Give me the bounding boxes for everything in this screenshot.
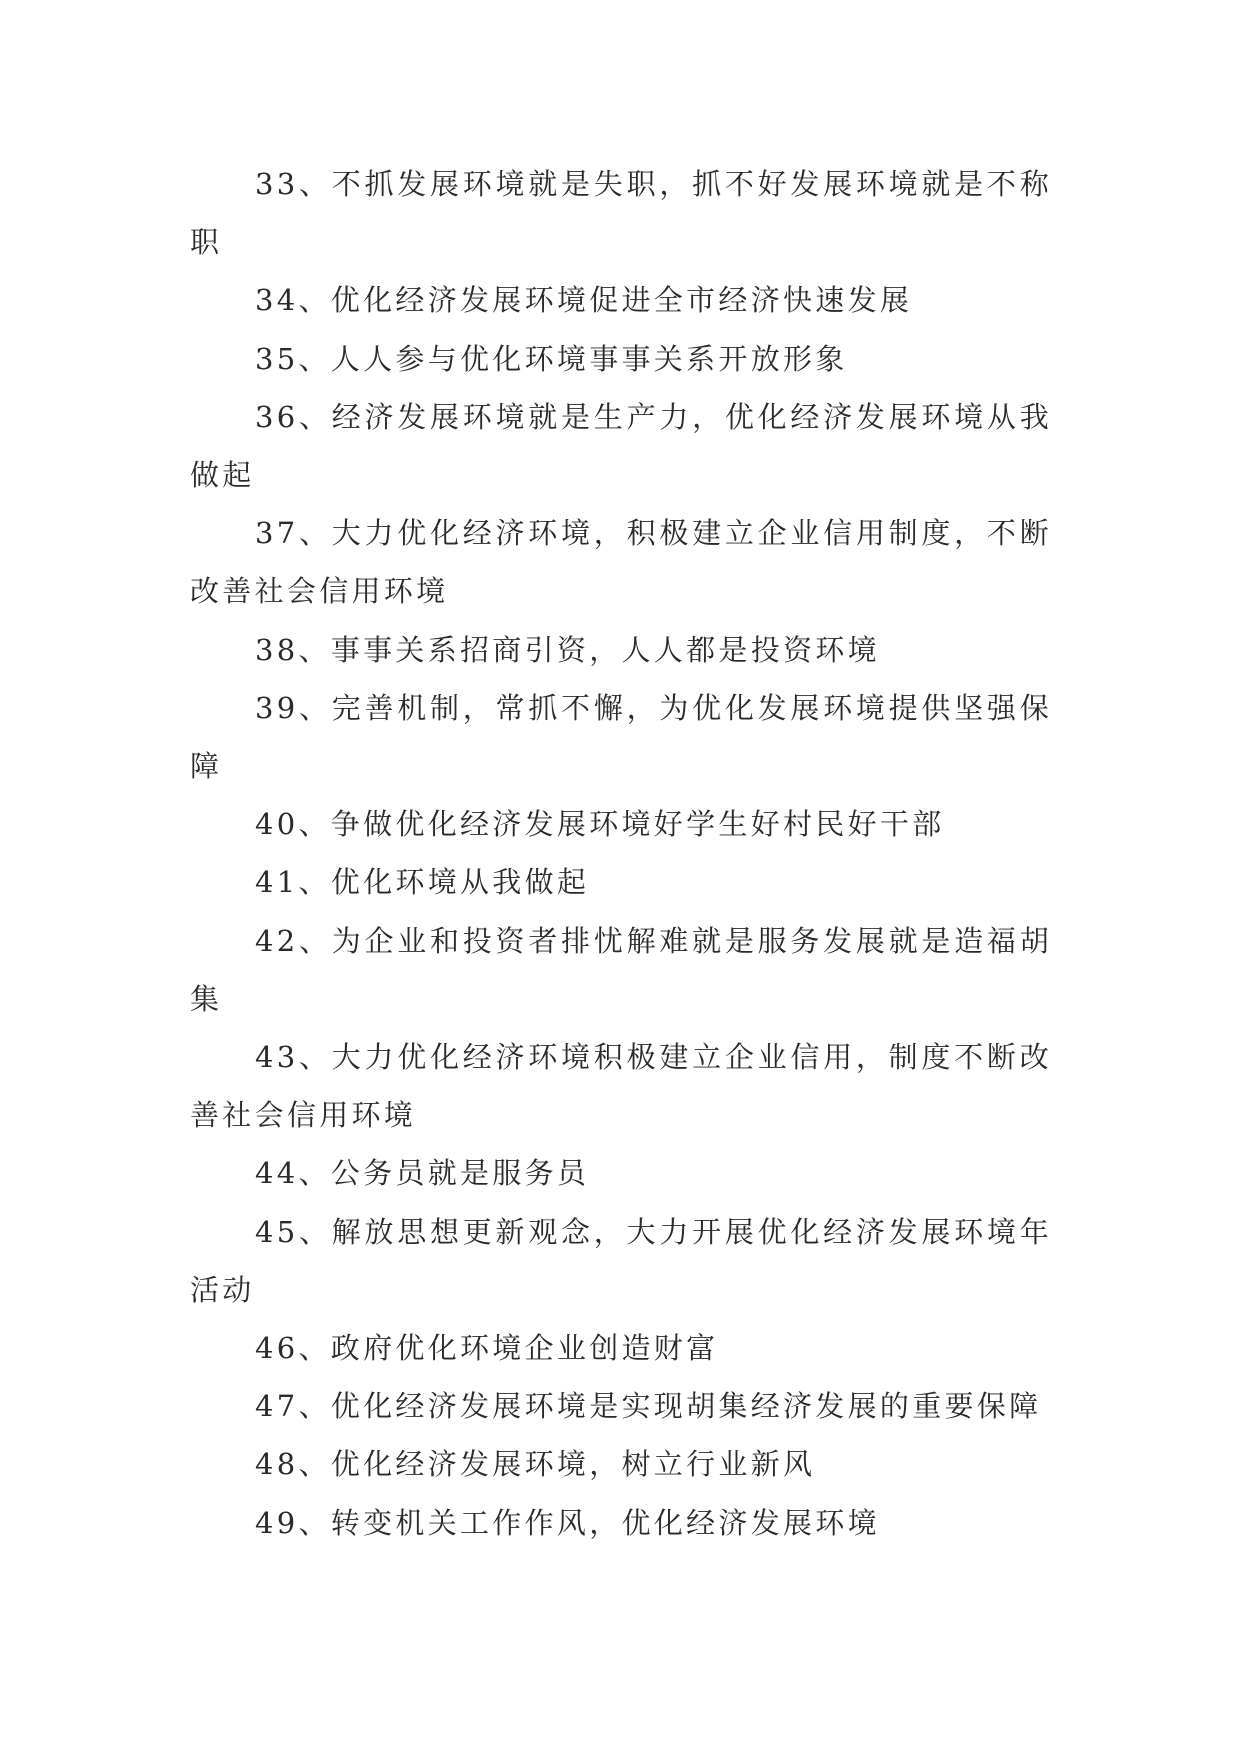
slogan-item: 44、公务员就是服务员 [255, 1156, 590, 1191]
slogan-item: 42、为企业和投资者排忧解难就是服务发展就是造福胡集 [190, 923, 1052, 1016]
slogan-item: 37、大力优化经济环境，积极建立企业信用制度，不断改善社会信用环境 [190, 516, 1052, 609]
slogan-item: 39、完善机制，常抓不懈，为优化发展环境提供坚强保障 [190, 690, 1052, 784]
slogan-item: 34、优化经济发展环境促进全市经济快速发展 [255, 283, 913, 318]
slogan-item: 49、转变机关工作作风，优化经济发展环境 [255, 1505, 880, 1540]
slogan-item: 33、不抓发展环境就是失职，抓不好发展环境就是不称职 [190, 167, 1052, 260]
slogan-item: 41、优化环境从我做起 [255, 865, 590, 900]
slogan-item: 45、解放思想更新观念，大力开展优化经济发展环境年活动 [190, 1214, 1052, 1307]
slogan-item: 47、优化经济发展环境是实现胡集经济发展的重要保障 [255, 1389, 1042, 1424]
slogan-item: 35、人人参与优化环境事事关系开放形象 [255, 341, 848, 376]
slogan-item: 48、优化经济发展环境，树立行业新风 [255, 1447, 816, 1482]
slogan-item: 38、事事关系招商引资，人人都是投资环境 [255, 632, 880, 667]
slogan-item: 36、经济发展环境就是生产力，优化经济发展环境从我做起 [190, 399, 1052, 493]
slogan-list [190, 155, 1052, 1552]
slogan-item: 43、大力优化经济环境积极建立企业信用，制度不断改善社会信用环境 [190, 1040, 1052, 1133]
slogan-item: 40、争做优化经济发展环境好学生好村民好干部 [255, 807, 945, 842]
slogan-item: 46、政府优化环境企业创造财富 [255, 1331, 719, 1366]
